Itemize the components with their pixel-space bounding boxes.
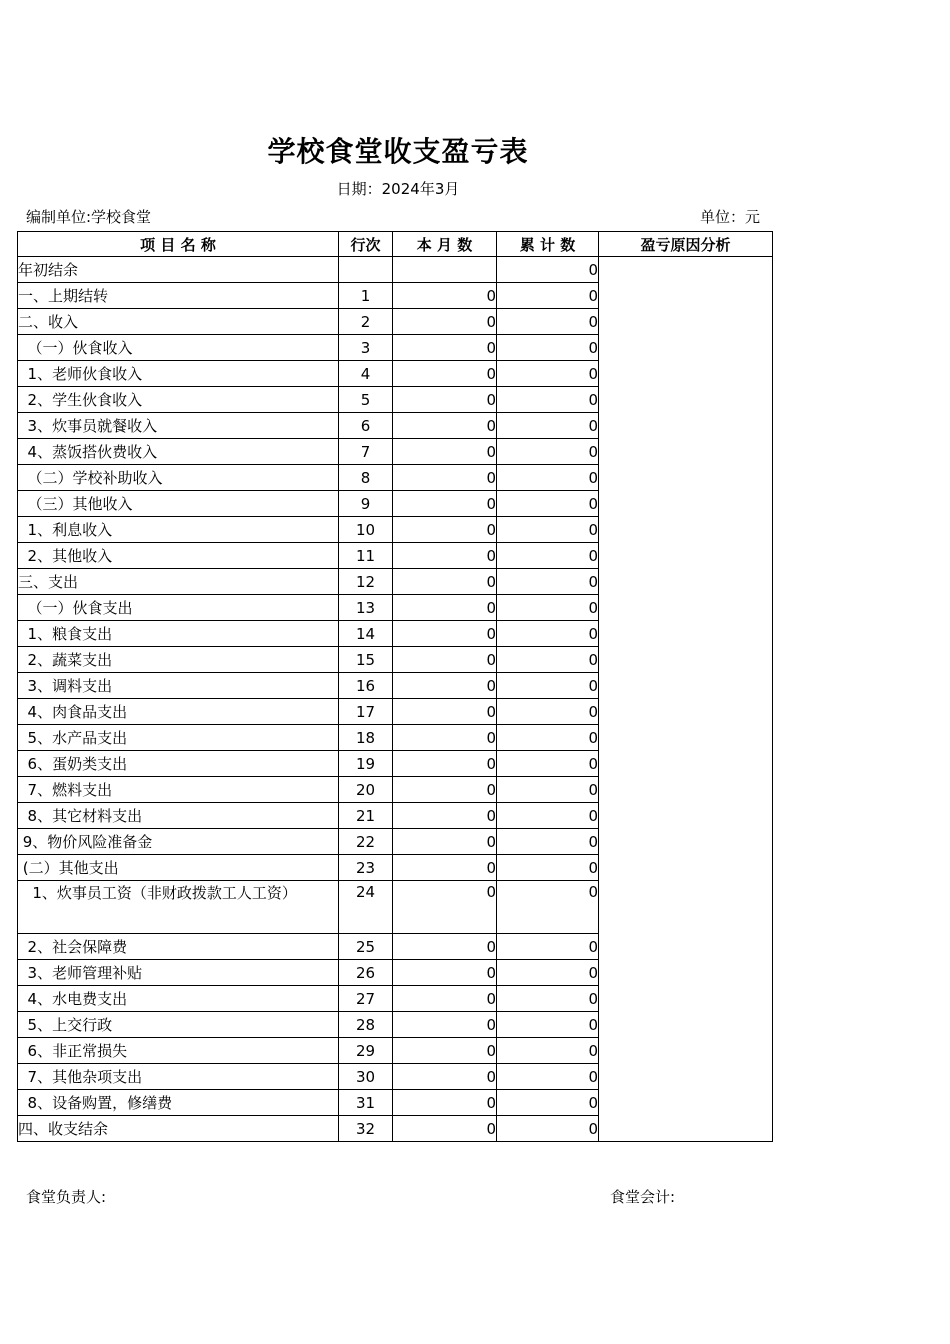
row-line-no: 1 <box>339 283 393 309</box>
row-cumulative-amount: 0 <box>497 803 599 829</box>
row-cumulative-amount: 0 <box>497 491 599 517</box>
row-line-no: 15 <box>339 647 393 673</box>
row-line-no: 19 <box>339 751 393 777</box>
row-cumulative-amount: 0 <box>497 881 599 934</box>
row-cumulative-amount: 0 <box>497 517 599 543</box>
row-line-no: 18 <box>339 725 393 751</box>
header-line-no: 行次 <box>339 232 393 257</box>
row-line-no <box>339 257 393 283</box>
row-line-no: 32 <box>339 1116 393 1142</box>
row-line-no: 13 <box>339 595 393 621</box>
row-cumulative-amount: 0 <box>497 699 599 725</box>
row-cumulative-amount: 0 <box>497 1116 599 1142</box>
row-line-no: 8 <box>339 465 393 491</box>
compiling-unit: 编制单位:学校食堂 <box>26 208 152 226</box>
row-line-no: 5 <box>339 387 393 413</box>
row-month-amount: 0 <box>393 543 497 569</box>
row-cumulative-amount: 0 <box>497 1090 599 1116</box>
row-cumulative-amount: 0 <box>497 257 599 283</box>
row-month-amount: 0 <box>393 309 497 335</box>
row-item-name: 5、水产品支出 <box>18 725 339 751</box>
row-item-name: 7、燃料支出 <box>18 777 339 803</box>
row-cumulative-amount: 0 <box>497 413 599 439</box>
row-month-amount: 0 <box>393 881 497 934</box>
row-item-name: （三）其他收入 <box>18 491 339 517</box>
row-cumulative-amount: 0 <box>497 387 599 413</box>
row-item-name: 1、炊事员工资（非财政拨款工人工资） <box>18 881 339 934</box>
row-line-no: 16 <box>339 673 393 699</box>
row-cumulative-amount: 0 <box>497 465 599 491</box>
row-item-name: 2、其他收入 <box>18 543 339 569</box>
row-month-amount: 0 <box>393 803 497 829</box>
row-cumulative-amount: 0 <box>497 361 599 387</box>
row-item-name: （二）学校补助收入 <box>18 465 339 491</box>
row-item-name: 1、老师伙食收入 <box>18 361 339 387</box>
row-item-name: 2、社会保障费 <box>18 934 339 960</box>
row-cumulative-amount: 0 <box>497 1038 599 1064</box>
row-line-no: 6 <box>339 413 393 439</box>
row-item-name: （一）伙食收入 <box>18 335 339 361</box>
row-month-amount: 0 <box>393 517 497 543</box>
row-month-amount: 0 <box>393 829 497 855</box>
row-cumulative-amount: 0 <box>497 569 599 595</box>
row-month-amount: 0 <box>393 569 497 595</box>
row-line-no: 25 <box>339 934 393 960</box>
row-cumulative-amount: 0 <box>497 647 599 673</box>
row-cumulative-amount: 0 <box>497 283 599 309</box>
row-line-no: 3 <box>339 335 393 361</box>
row-month-amount: 0 <box>393 335 497 361</box>
row-line-no: 24 <box>339 881 393 934</box>
row-item-name: （一）伙食支出 <box>18 595 339 621</box>
row-month-amount: 0 <box>393 986 497 1012</box>
row-line-no: 2 <box>339 309 393 335</box>
row-month-amount: 0 <box>393 934 497 960</box>
row-month-amount: 0 <box>393 1116 497 1142</box>
row-cumulative-amount: 0 <box>497 543 599 569</box>
row-line-no: 12 <box>339 569 393 595</box>
canteen-accountant-signature: 食堂会计: <box>610 1188 676 1206</box>
row-line-no: 23 <box>339 855 393 881</box>
row-line-no: 30 <box>339 1064 393 1090</box>
row-item-name: 4、蒸饭搭伙费收入 <box>18 439 339 465</box>
row-line-no: 9 <box>339 491 393 517</box>
row-line-no: 11 <box>339 543 393 569</box>
row-item-name: 8、设备购置，修缮费 <box>18 1090 339 1116</box>
row-month-amount: 0 <box>393 960 497 986</box>
row-item-name: 二、收入 <box>18 309 339 335</box>
row-item-name: 2、学生伙食收入 <box>18 387 339 413</box>
row-cumulative-amount: 0 <box>497 986 599 1012</box>
row-item-name: 4、水电费支出 <box>18 986 339 1012</box>
row-month-amount: 0 <box>393 1038 497 1064</box>
analysis-cell <box>599 257 773 1142</box>
row-cumulative-amount: 0 <box>497 751 599 777</box>
row-item-name: 3、调料支出 <box>18 673 339 699</box>
row-cumulative-amount: 0 <box>497 777 599 803</box>
row-month-amount: 0 <box>393 439 497 465</box>
row-cumulative-amount: 0 <box>497 335 599 361</box>
row-cumulative-amount: 0 <box>497 439 599 465</box>
currency-unit: 单位：元 <box>700 208 761 226</box>
row-line-no: 4 <box>339 361 393 387</box>
row-cumulative-amount: 0 <box>497 595 599 621</box>
header-item-name: 项 目 名 称 <box>18 232 339 257</box>
row-month-amount: 0 <box>393 673 497 699</box>
row-item-name: 一、上期结转 <box>18 283 339 309</box>
row-month-amount: 0 <box>393 621 497 647</box>
row-month-amount: 0 <box>393 413 497 439</box>
report-date: 日期：2024年3月 <box>336 180 460 198</box>
row-cumulative-amount: 0 <box>497 934 599 960</box>
row-item-name: 1、利息收入 <box>18 517 339 543</box>
row-item-name: 年初结余 <box>18 257 339 283</box>
row-month-amount: 0 <box>393 387 497 413</box>
row-month-amount: 0 <box>393 1064 497 1090</box>
row-line-no: 28 <box>339 1012 393 1038</box>
row-month-amount <box>393 257 497 283</box>
row-line-no: 31 <box>339 1090 393 1116</box>
row-month-amount: 0 <box>393 465 497 491</box>
row-item-name: 7、其他杂项支出 <box>18 1064 339 1090</box>
income-expense-table <box>17 231 773 1142</box>
row-line-no: 26 <box>339 960 393 986</box>
table-row <box>18 257 773 283</box>
row-month-amount: 0 <box>393 361 497 387</box>
header-cumulative-amount: 累 计 数 <box>497 232 599 257</box>
row-cumulative-amount: 0 <box>497 855 599 881</box>
row-line-no: 20 <box>339 777 393 803</box>
row-item-name: 四、收支结余 <box>18 1116 339 1142</box>
row-month-amount: 0 <box>393 751 497 777</box>
row-month-amount: 0 <box>393 725 497 751</box>
row-month-amount: 0 <box>393 777 497 803</box>
row-month-amount: 0 <box>393 699 497 725</box>
row-month-amount: 0 <box>393 491 497 517</box>
page-title: 学校食堂收支盈亏表 <box>267 135 529 168</box>
row-line-no: 21 <box>339 803 393 829</box>
row-item-name: 3、老师管理补贴 <box>18 960 339 986</box>
row-line-no: 10 <box>339 517 393 543</box>
row-cumulative-amount: 0 <box>497 725 599 751</box>
row-line-no: 7 <box>339 439 393 465</box>
row-item-name: 9、物价风险准备金 <box>18 829 339 855</box>
row-item-name: 4、肉食品支出 <box>18 699 339 725</box>
row-month-amount: 0 <box>393 595 497 621</box>
row-item-name: 8、其它材料支出 <box>18 803 339 829</box>
table-body <box>18 257 773 1142</box>
row-month-amount: 0 <box>393 855 497 881</box>
row-month-amount: 0 <box>393 283 497 309</box>
row-cumulative-amount: 0 <box>497 1064 599 1090</box>
row-item-name: 三、支出 <box>18 569 339 595</box>
row-line-no: 29 <box>339 1038 393 1064</box>
row-cumulative-amount: 0 <box>497 309 599 335</box>
header-analysis: 盈亏原因分析 <box>599 232 773 257</box>
row-item-name: (二）其他支出 <box>18 855 339 881</box>
row-month-amount: 0 <box>393 1012 497 1038</box>
row-item-name: 6、蛋奶类支出 <box>18 751 339 777</box>
row-item-name: 5、上交行政 <box>18 1012 339 1038</box>
row-line-no: 17 <box>339 699 393 725</box>
row-line-no: 14 <box>339 621 393 647</box>
header-month-amount: 本 月 数 <box>393 232 497 257</box>
row-line-no: 27 <box>339 986 393 1012</box>
row-cumulative-amount: 0 <box>497 1012 599 1038</box>
row-item-name: 3、炊事员就餐收入 <box>18 413 339 439</box>
canteen-manager-signature: 食堂负责人: <box>26 1188 107 1206</box>
row-month-amount: 0 <box>393 647 497 673</box>
row-cumulative-amount: 0 <box>497 621 599 647</box>
row-cumulative-amount: 0 <box>497 960 599 986</box>
row-month-amount: 0 <box>393 1090 497 1116</box>
row-cumulative-amount: 0 <box>497 673 599 699</box>
row-line-no: 22 <box>339 829 393 855</box>
row-cumulative-amount: 0 <box>497 829 599 855</box>
row-item-name: 6、非正常损失 <box>18 1038 339 1064</box>
row-item-name: 2、蔬菜支出 <box>18 647 339 673</box>
table-header-row <box>18 232 773 257</box>
row-item-name: 1、粮食支出 <box>18 621 339 647</box>
